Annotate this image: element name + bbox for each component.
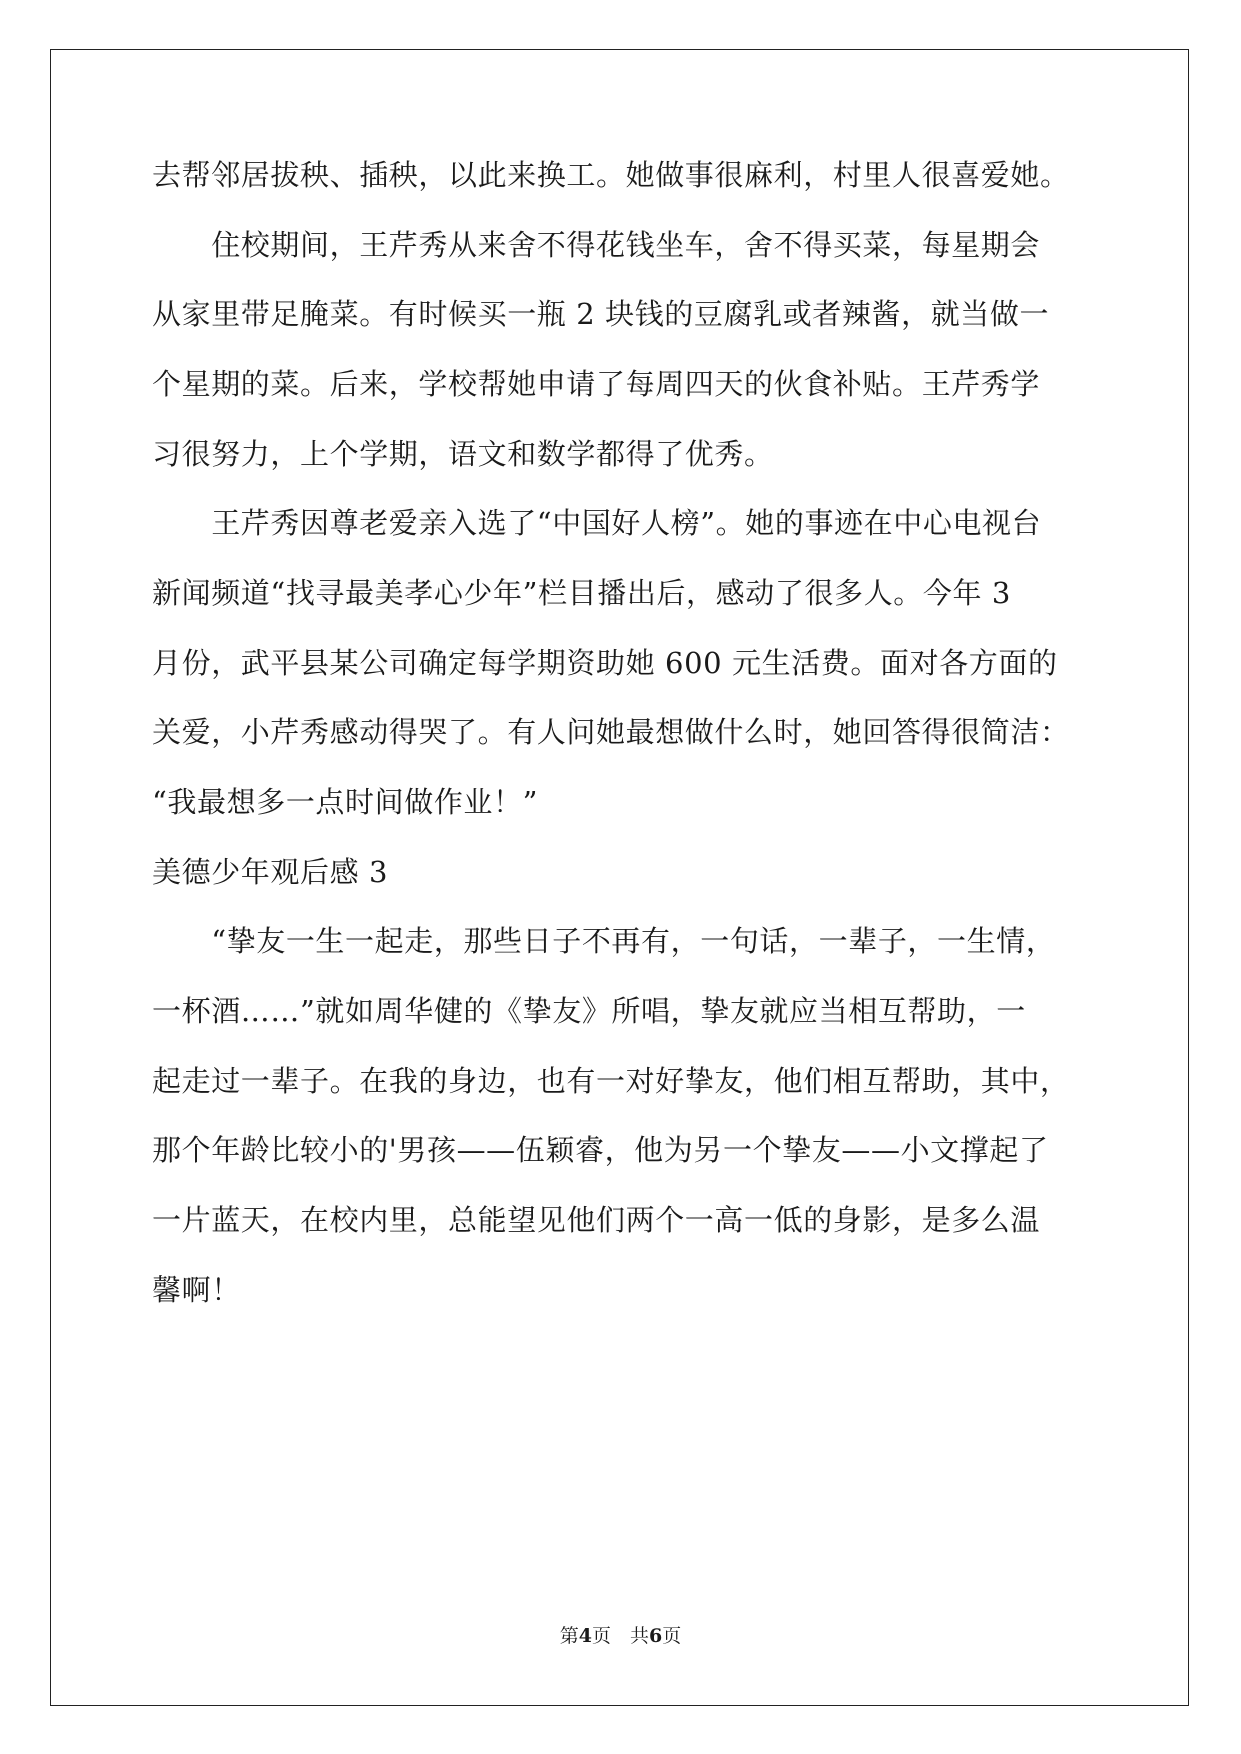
text-line: 一杯酒……”就如周华健的《挚友》所唱，挚友就应当相互帮助，一 [152,994,1026,1028]
text-line: “我最想多一点时间做作业！” [152,785,539,819]
page-footer [0,1623,1241,1649]
text-line: 王芹秀因尊老爱亲入选了“中国好人榜”。她的事迹在中心电视台 [152,506,1042,540]
text-line: 那个年龄比较小的'男孩——伍颖睿，他为另一个挚友——小文撑起了 [152,1133,1049,1167]
footer-middle: 页 共 [591,1625,649,1647]
text-line: 习很努力，上个学期，语文和数学都得了优秀。 [152,437,774,471]
text-line: 起走过一辈子。在我的身边，也有一对好挚友，他们相互帮助，其中， [152,1064,1070,1098]
text-line: 馨啊！ [152,1273,241,1307]
section-heading: 美德少年观后感 3 [152,855,389,889]
text-line: 从家里带足腌菜。有时候买一瓶 2 块钱的豆腐乳或者辣酱，就当做一 [152,297,1050,331]
text-line: “挚友一生一起走，那些日子不再有，一句话，一辈子，一生情， [152,924,1056,958]
footer-suffix: 页 [662,1625,682,1647]
text-line: 一片蓝天，在校内里，总能望见他们两个一高一低的身影，是多么温 [152,1203,1041,1237]
text-line: 新闻频道“找寻最美孝心少年”栏目播出后，感动了很多人。今年 3 [152,576,1011,610]
total-pages-number: 6 [649,1625,663,1647]
current-page-number: 4 [578,1625,592,1647]
text-line: 去帮邻居拔秧、插秧，以此来换工。她做事很麻利，村里人很喜爱她。 [152,158,1070,192]
text-line: 住校期间，王芹秀从来舍不得花钱坐车，舍不得买菜，每星期会 [152,228,1041,262]
text-line: 关爱，小芹秀感动得哭了。有人问她最想做什么时，她回答得很简洁： [152,715,1070,749]
text-line: 月份，武平县某公司确定每学期资助她 600 元生活费。面对各方面的 [152,646,1058,680]
text-line: 个星期的菜。后来，学校帮她申请了每周四天的伙食补贴。王芹秀学 [152,367,1041,401]
footer-prefix: 第 [559,1625,579,1647]
